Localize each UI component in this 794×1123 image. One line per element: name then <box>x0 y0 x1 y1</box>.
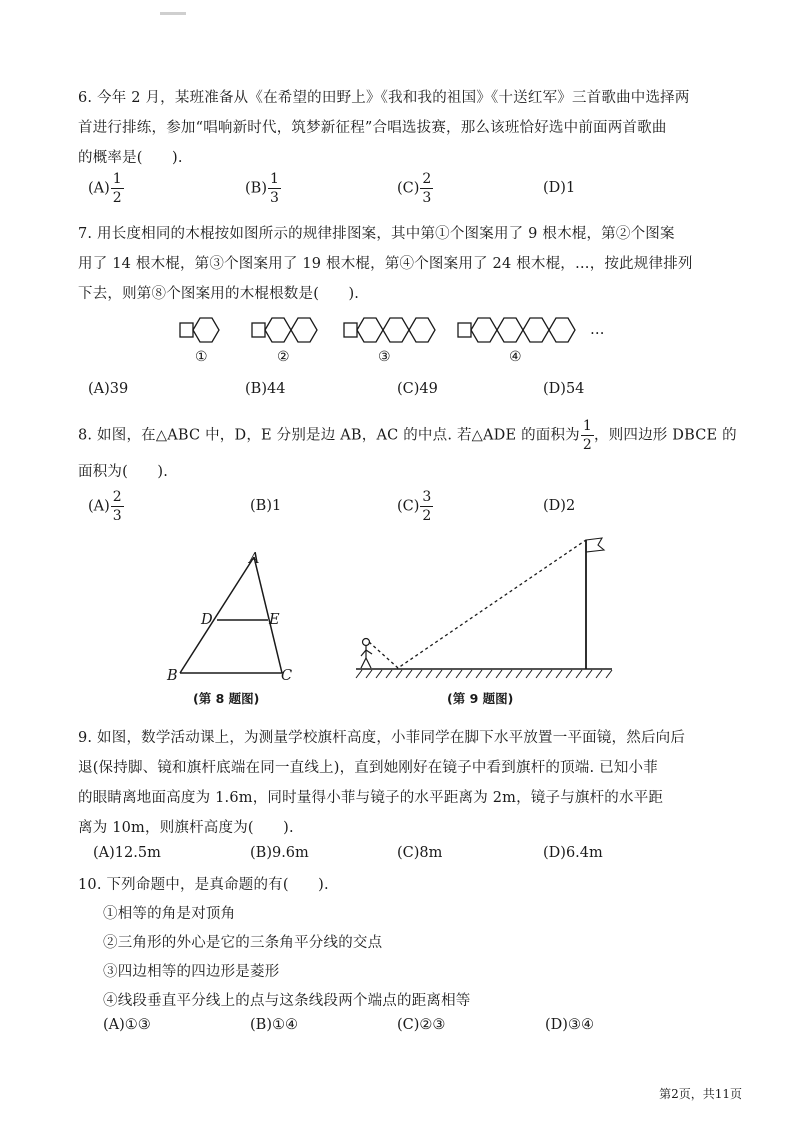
q10-option-c: (C)②③ <box>397 1017 446 1033</box>
q9-flagpole-figure <box>350 530 620 680</box>
q6-option-d: (D)1 <box>543 180 576 196</box>
q8-line-2: 面积为( ). <box>78 464 169 480</box>
q10-option-b: (B)①④ <box>250 1017 298 1033</box>
q7-option-d: (D)54 <box>543 381 585 397</box>
q10-statement-4: ④线段垂直平分线上的点与这条线段两个端点的距离相等 <box>103 993 471 1009</box>
q8-figure-caption: (第 8 题图) <box>193 691 260 706</box>
pattern-4 <box>458 318 575 342</box>
q7-option-c: (C)49 <box>397 381 438 397</box>
q7-stick-patterns-figure <box>170 310 620 370</box>
q8-option-b: (B)1 <box>250 498 282 514</box>
q7-option-b: (B)44 <box>245 381 286 397</box>
q6-option-a: (A) $\frac{1}{2}$ <box>88 171 122 206</box>
q7-option-a: (A)39 <box>88 381 129 397</box>
ground-hatch <box>356 670 612 678</box>
q10-statement-3: ③四边相等的四边形是菱形 <box>103 964 280 980</box>
q8-line-1: 8. 如图，在△ABC 中，D，E 分别是边 AB，AC 的中点. 若△ADE 的面积为 $\frac{1}{2}$ ，则四边形 DBCE 的 <box>78 418 737 453</box>
q6-option-b: (B) $\frac{1}{3}$ <box>245 171 279 206</box>
pattern-2 <box>252 318 317 342</box>
q9-option-d: (D)6.4m <box>543 845 603 861</box>
q6-line-3: 的概率是( ). <box>78 150 183 166</box>
vertex-label-c: C <box>281 668 293 684</box>
q10-option-a: (A)①③ <box>103 1017 151 1033</box>
q6-line-1: 6. 今年 2 月，某班准备从《在希望的田野上》《我和我的祖国》《十送红军》三首歌曲中选择两 <box>78 90 690 106</box>
vertex-label-b: B <box>167 668 178 684</box>
pattern-label-4: ④ <box>509 349 522 365</box>
pattern-label-1: ① <box>195 349 208 365</box>
q7-line-2: 用了 14 根木棍，第③个图案用了 19 根木棍，第④个图案用了 24 根木棍，…，按此规律排列 <box>78 256 693 272</box>
q10-statement-2: ②三角形的外心是它的三条角平分线的交点 <box>103 935 383 951</box>
pattern-3 <box>344 318 435 342</box>
q10-statement-1: ①相等的角是对顶角 <box>103 906 236 922</box>
q8-option-a: (A) $\frac{2}{3}$ <box>88 489 122 524</box>
vertex-label-a: A <box>249 551 260 567</box>
q9-option-c: (C)8m <box>397 845 443 861</box>
page-footer: 第2页，共11页 <box>659 1087 742 1101</box>
q9-line-4: 离为 10m，则旗杆高度为( ). <box>78 820 294 836</box>
side-ab <box>180 557 254 673</box>
q9-option-a: (A)12.5m <box>93 845 161 861</box>
point-label-d: D <box>201 612 213 628</box>
flag <box>586 538 604 552</box>
q10-option-d: (D)③④ <box>545 1017 594 1033</box>
q6-line-2: 首进行排练，参加“唱响新时代，筑梦新征程”合唱选拔赛，那么该班恰好选中前面两首歌曲 <box>78 120 667 136</box>
pattern-label-3: ③ <box>378 349 391 365</box>
q7-line-1: 7. 用长度相同的木棍按如图所示的规律排图案，其中第①个图案用了 9 根木棍，第②个图案 <box>78 226 675 242</box>
q8-option-c: (C) $\frac{3}{2}$ <box>397 489 432 524</box>
reflection-path <box>369 540 586 668</box>
point-label-e: E <box>269 612 280 628</box>
q8-triangle-figure <box>160 545 310 685</box>
q9-line-2: 退(保持脚、镜和旗杆底端在同一直线上)，直到她刚好在镜子中看到旗杆的顶端. 已知小菲 <box>78 760 658 776</box>
q9-figure-caption: (第 9 题图) <box>447 691 514 706</box>
q7-line-3: 下去，则第⑧个图案用的木棍根数是( ). <box>78 286 360 302</box>
q6-option-c: (C) $\frac{2}{3}$ <box>397 171 432 206</box>
q8-option-d: (D)2 <box>543 498 576 514</box>
pattern-ellipsis: … <box>590 322 605 338</box>
q9-line-1: 9. 如图，数学活动课上，为测量学校旗杆高度，小菲同学在脚下水平放置一平面镜，然后向后 <box>78 730 686 746</box>
pattern-label-2: ② <box>277 349 290 365</box>
q9-option-b: (B)9.6m <box>250 845 309 861</box>
q9-line-3: 的眼睛离地面高度为 1.6m，同时量得小菲与镜子的水平距离为 2m，镜子与旗杆的水平距 <box>78 790 664 806</box>
pattern-1 <box>180 318 219 342</box>
q10-line-1: 10. 下列命题中，是真命题的有( ). <box>78 877 329 893</box>
scan-mark <box>160 12 186 15</box>
